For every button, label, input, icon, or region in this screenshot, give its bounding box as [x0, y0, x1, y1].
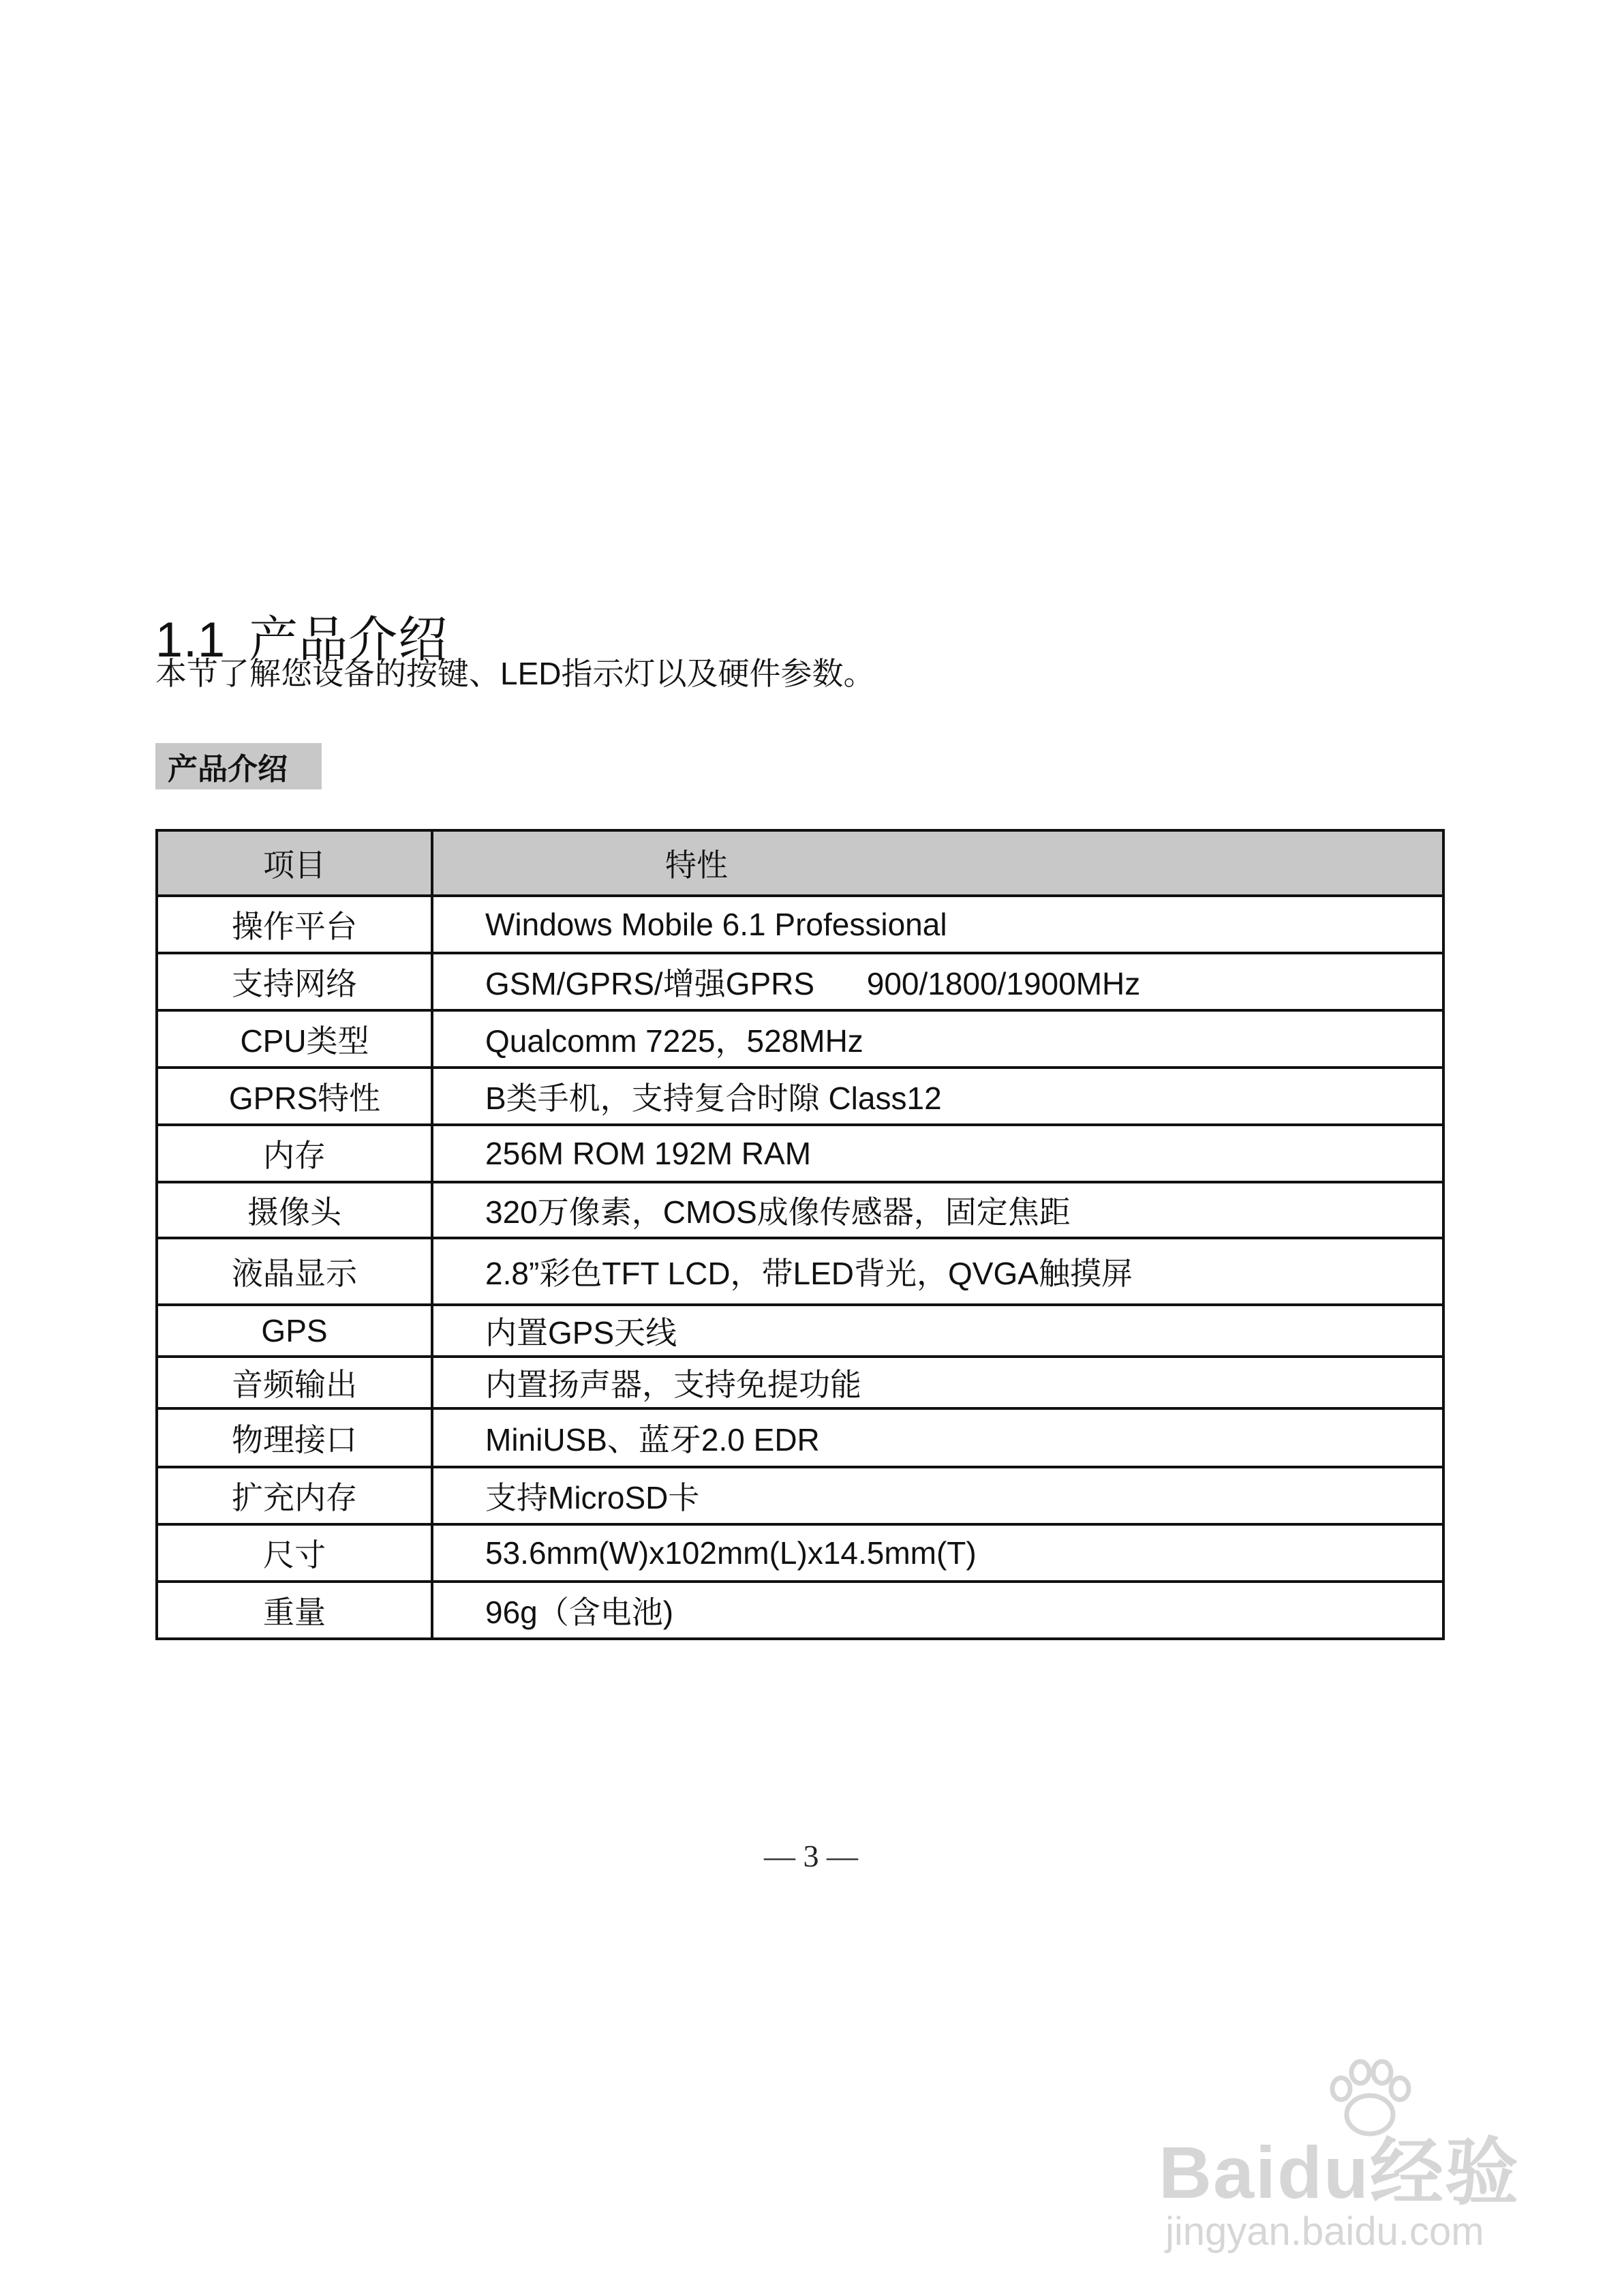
row-feature: 96g（含电池): [432, 1582, 1443, 1639]
row-feature: GSM/GPRS/增强GPRS 900/1800/1900MHz: [432, 953, 1443, 1010]
row-feature: Qualcomm 7225，528MHz: [432, 1010, 1443, 1068]
row-item: 重量: [157, 1582, 432, 1639]
watermark: [1159, 2059, 1540, 2263]
watermark-brand: Baidu经验: [1159, 2131, 1520, 2214]
page-number: — 3 —: [764, 1839, 858, 1873]
table-row: [157, 1408, 1443, 1467]
section-number: 1.1: [155, 613, 226, 668]
row-item: 尺寸: [157, 1524, 432, 1582]
table-row: [157, 1305, 1443, 1357]
table-caption: 产品介绍: [155, 743, 322, 789]
spec-table: [155, 829, 1445, 1640]
table-row: [157, 1010, 1443, 1068]
table-row: [157, 1467, 1443, 1524]
watermark-url: jingyan.baidu.com: [1165, 2209, 1484, 2254]
row-item: 摄像头: [157, 1182, 432, 1238]
header-feature: 特性: [432, 830, 1443, 896]
row-feature: 支持MicroSD卡: [432, 1467, 1443, 1524]
row-feature: 内置GPS天线: [432, 1305, 1443, 1357]
row-item: 液晶显示: [157, 1238, 432, 1305]
table-row: [157, 896, 1443, 953]
row-feature: B类手机，支持复合时隙 Class12: [432, 1068, 1443, 1125]
row-item: 操作平台: [157, 896, 432, 953]
row-item: GPS: [157, 1305, 432, 1357]
table-row: [157, 1357, 1443, 1408]
table-row: [157, 953, 1443, 1010]
row-feature: MiniUSB、蓝牙2.0 EDR: [432, 1408, 1443, 1467]
row-item: GPRS特性: [157, 1068, 432, 1125]
row-item: 扩充内存: [157, 1467, 432, 1524]
row-item: 支持网络: [157, 953, 432, 1010]
table-row: [157, 1238, 1443, 1305]
row-item: 物理接口: [157, 1408, 432, 1467]
table-row: [157, 1125, 1443, 1182]
row-feature: 256M ROM 192M RAM: [432, 1125, 1443, 1182]
row-feature: 2.8”彩色TFT LCD，带LED背光，QVGA触摸屏: [432, 1238, 1443, 1305]
row-item: 内存: [157, 1125, 432, 1182]
section-title: 产品介绍: [249, 613, 448, 668]
intro-text: 本节了解您设备的按键、LED指示灯以及硬件参数。: [155, 656, 875, 691]
table-header-row: [157, 830, 1443, 896]
row-feature: 320万像素，CMOS成像传感器，固定焦距: [432, 1182, 1443, 1238]
row-feature: 53.6mm(W)x102mm(L)x14.5mm(T): [432, 1524, 1443, 1582]
row-item: 音频输出: [157, 1357, 432, 1408]
table-row: [157, 1068, 1443, 1125]
table-row: [157, 1524, 1443, 1582]
table-row: [157, 1182, 1443, 1238]
row-feature: 内置扬声器，支持免提功能: [432, 1357, 1443, 1408]
table-row: [157, 1582, 1443, 1639]
header-item: 项目: [157, 830, 432, 896]
row-item: CPU类型: [157, 1010, 432, 1068]
row-feature: Windows Mobile 6.1 Professional: [432, 896, 1443, 953]
